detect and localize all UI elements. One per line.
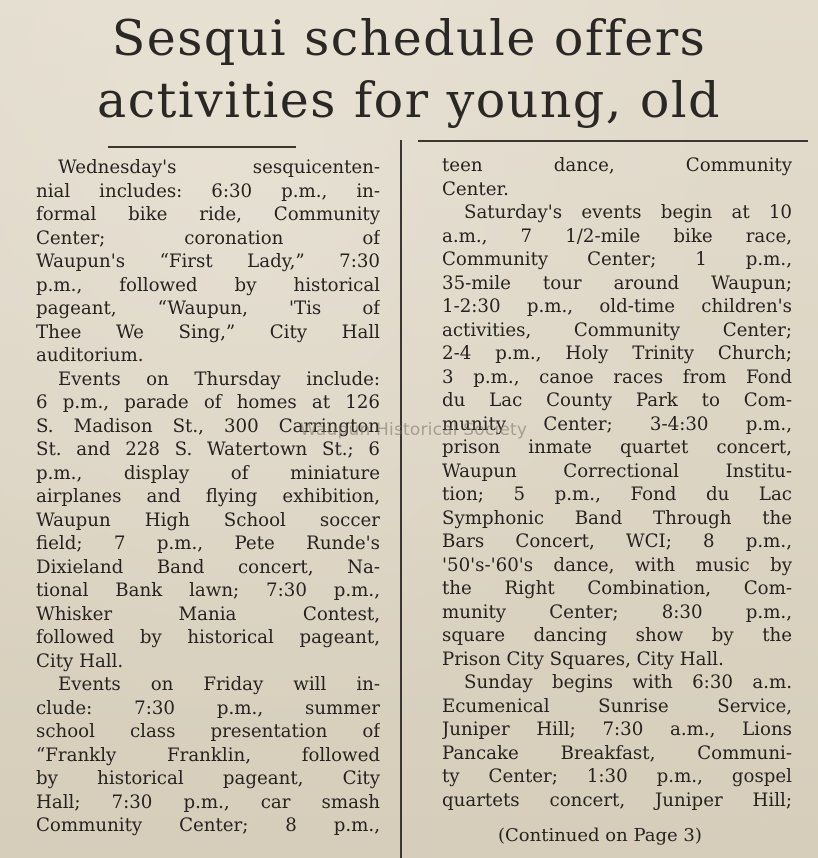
right-line: 2-4 p.m., Holy Trinity Church;	[442, 343, 792, 364]
right-line: Symphonic Band Through the	[442, 507, 792, 529]
right-line: Community Center; 1 p.m.,	[442, 249, 792, 270]
right-line: Sunday begins with 6:30 a.m.	[464, 672, 792, 693]
left-line: p.m., display of miniature	[36, 462, 380, 484]
left-line: formal bike ride, Community	[36, 204, 380, 225]
left-line: Center; coronation of	[36, 227, 380, 249]
left-line: Waupun's “First Lady,” 7:30	[36, 251, 380, 272]
left-line: Hall; 7:30 p.m., car smash	[36, 791, 380, 813]
left-line: Dixieland Band concert, Na-	[36, 556, 380, 578]
left-line: clude: 7:30 p.m., summer	[36, 697, 380, 719]
left-line: S. Madison St., 300 Carrington	[36, 415, 380, 437]
left-line: St. and 228 S. Watertown St.; 6	[36, 439, 380, 460]
left-column-top-rule	[108, 146, 296, 148]
right-line: tion; 5 p.m., Fond du Lac	[442, 484, 792, 505]
right-column	[442, 154, 792, 812]
left-line: City Hall.	[36, 650, 124, 672]
left-line: Wednesday's sesquicenten-	[58, 157, 380, 178]
right-line: Ecumenical Sunrise Service,	[442, 695, 792, 717]
right-line: a.m., 7 1/2-mile bike race,	[442, 225, 792, 247]
right-line: 3 p.m., canoe races from Fond	[442, 366, 792, 388]
right-line: ty Center; 1:30 p.m., gospel	[442, 766, 792, 787]
right-line: Bars Concert, WCI; 8 p.m.,	[442, 531, 792, 552]
right-line: quartets concert, Juniper Hill;	[442, 789, 792, 811]
column-divider	[400, 140, 402, 858]
watermark: Waupun Historical Society	[300, 420, 528, 440]
right-line: prison inmate quartet concert,	[442, 437, 792, 458]
right-line: teen dance, Community	[442, 155, 792, 176]
right-line: square dancing show by the	[442, 625, 792, 646]
right-line: Prison City Squares, City Hall.	[442, 648, 724, 670]
left-line: p.m., followed by historical	[36, 274, 380, 296]
headline-line-2: activities for young, old	[97, 72, 721, 129]
right-line: activities, Community Center;	[442, 319, 792, 341]
right-line: Pancake Breakfast, Communi-	[442, 742, 792, 764]
left-line: Events on Thursday include:	[58, 368, 380, 390]
left-line: field; 7 p.m., Pete Runde's	[36, 533, 380, 554]
headline-line-1: Sesqui schedule offers	[111, 10, 707, 67]
left-line: Community Center; 8 p.m.,	[36, 815, 380, 836]
right-line: Juniper Hill; 7:30 a.m., Lions	[442, 719, 792, 740]
right-column-top-rule	[418, 140, 808, 142]
left-line: school class presentation of	[36, 721, 380, 742]
left-line: 6 p.m., parade of homes at 126	[36, 392, 380, 413]
left-line: Waupun High School soccer	[36, 509, 380, 531]
left-column	[36, 156, 380, 838]
right-line: Waupun Correctional Institu-	[442, 460, 792, 482]
right-line: munity Center; 3-4:30 p.m.,	[442, 413, 792, 435]
left-line: pageant, “Waupun, 'Tis of	[36, 298, 380, 319]
left-line: followed by historical pageant,	[36, 627, 380, 648]
left-line: auditorium.	[36, 345, 144, 366]
right-line: 35-mile tour around Waupun;	[442, 272, 792, 294]
right-line: Saturday's events begin at 10	[464, 202, 792, 223]
left-line: Whisker Mania Contest,	[36, 603, 380, 625]
left-line: by historical pageant, City	[36, 768, 380, 789]
left-line: Events on Friday will in-	[58, 674, 380, 695]
right-line: munity Center; 8:30 p.m.,	[442, 601, 792, 623]
right-line: the Right Combination, Com-	[442, 578, 792, 599]
right-line: du Lac County Park to Com-	[442, 390, 792, 411]
right-line: '50's-'60's dance, with music by	[442, 554, 792, 576]
right-line: Center.	[442, 178, 509, 200]
left-line: tional Bank lawn; 7:30 p.m.,	[36, 580, 380, 601]
left-line: Thee We Sing,” City Hall	[36, 321, 380, 343]
left-line: nial includes: 6:30 p.m., in-	[36, 180, 380, 202]
right-line: 1-2:30 p.m., old-time children's	[442, 296, 792, 317]
left-line: airplanes and flying exhibition,	[36, 486, 380, 507]
left-line: “Frankly Franklin, followed	[36, 744, 380, 766]
continued-notice: (Continued on Page 3)	[498, 825, 702, 846]
